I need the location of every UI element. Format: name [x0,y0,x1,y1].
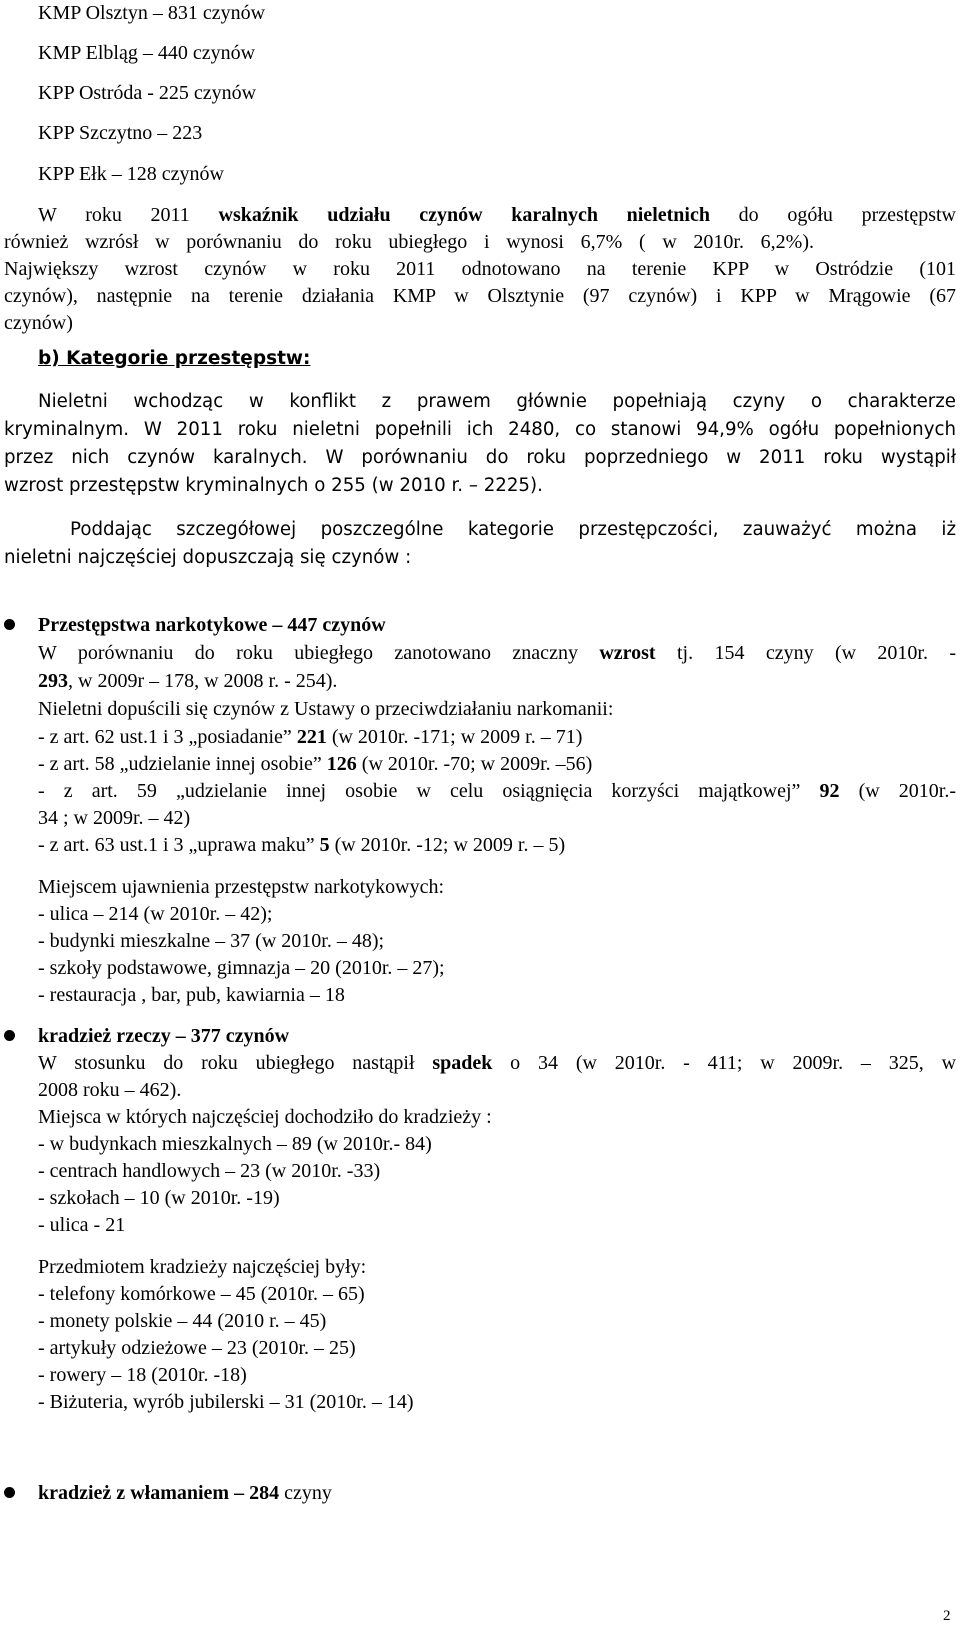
unit-elblag: KMP Elbląg – 440 czynów [38,42,256,64]
share-line-4: czynów), następnie na terenie działania KMP w Olsztynie (97 czynów) i KPP w Mrągowie (67 [4,285,956,307]
list-item: - rowery – 18 (2010r. -18) [38,1364,247,1386]
theft-line-1: W stosunku do roku ubiegłego nastąpił spadek o 34 (w 2010r. - 411; w 2009r. – 325, w [38,1052,957,1074]
burglary-title: kradzież z włamaniem – 284 czyny [38,1482,332,1504]
list-item: - artykuły odzieżowe – 23 (2010r. – 25) [38,1337,356,1359]
crim-para-line-1: Nieletni wchodząc w konflikt z prawem głównie popełniają czyny o charakterze [38,391,956,412]
theft-items-title: Przedmiotem kradzieży najczęściej były: [38,1256,367,1278]
narcotics-art-58: - z art. 58 „udzielanie innej osobie” 126 (w 2010r. -70; w 2009r. –56) [38,753,593,775]
theft-places-title: Miejsca w których najczęściej dochodziło do kradzieży : [38,1106,492,1128]
bullet-icon [4,1487,15,1498]
page-number: 2 [943,1608,951,1624]
narcotics-art-59: - z art. 59 „udzielanie innej osobie w celu osiągnięcia korzyści majątkowej” 92 (w 2010r.- [38,780,956,802]
narcotics-places-title: Miejscem ujawnienia przestępstw narkotykowych: [38,876,444,898]
narcotics-line-3: Nieletni dopuścili się czynów z Ustawy o przeciwdziałaniu narkomanii: [38,698,614,720]
bullet-icon [4,619,15,630]
narcotics-line-2: 293, w 2009r – 178, w 2008 r. - 254). [38,670,338,692]
narcotics-art-63: - z art. 63 ust.1 i 3 „uprawa maku” 5 (w 2010r. -12; w 2009 r. – 5) [38,834,566,856]
list-item: - szkołach – 10 (w 2010r. -19) [38,1187,280,1209]
list-item: - telefony komórkowe – 45 (2010r. – 65) [38,1283,365,1305]
theft-line-2: 2008 roku – 462). [38,1079,182,1101]
share-line-3: Największy wzrost czynów w roku 2011 odnotowano na terenie KPP w Ostródzie (101 [4,258,956,280]
crim-para-line-4: wzrost przestępstw kryminalnych o 255 (w 2010 r. – 2225). [4,475,543,496]
unit-elk: KPP Ełk – 128 czynów [38,163,224,185]
list-item: - restauracja , bar, pub, kawiarnia – 18 [38,984,345,1006]
list-item: - centrach handlowych – 23 (w 2010r. -33) [38,1160,381,1182]
list-item: - szkoły podstawowe, gimnazja – 20 (2010r. – 27); [38,957,445,979]
list-item: - w budynkach mieszkalnych – 89 (w 2010r.- 84) [38,1133,432,1155]
share-line-2: również wzrósł w porównaniu do roku ubiegłego i wynosi 6,7% ( w 2010r. 6,2%). [4,231,814,253]
unit-ostroda: KPP Ostróda - 225 czynów [38,82,257,104]
bullet-icon [4,1030,15,1041]
section-heading: b) Kategorie przestępstw: [38,348,311,369]
list-item: - Biżuteria, wyrób jubilerski – 31 (2010r. – 14) [38,1391,414,1413]
list-item: - ulica – 214 (w 2010r. – 42); [38,903,273,925]
narcotics-title: Przestępstwa narkotykowe – 447 czynów [38,614,386,636]
narcotics-line-1: W porównaniu do roku ubiegłego zanotowano znaczny wzrost tj. 154 czyny (w 2010r. - [38,642,957,664]
categories-intro-line-1: Poddając szczegółowej poszczególne kategorie przestępczości, zauważyć można iż [70,519,956,540]
crim-para-line-2: kryminalnym. W 2011 roku nieletni popełnili ich 2480, co stanowi 94,9% ogółu popełnionych [4,419,956,440]
list-item: - budynki mieszkalne – 37 (w 2010r. – 48); [38,930,385,952]
categories-intro-line-2: nieletni najczęściej dopuszczają się czynów : [4,547,412,568]
share-line-1: W roku 2011 wskaźnik udziału czynów karalnych nieletnich do ogółu przestępstw [38,204,956,226]
narcotics-art-59-cont: 34 ; w 2009r. – 42) [38,807,191,829]
list-item: - ulica - 21 [38,1214,126,1236]
narcotics-art-62: - z art. 62 ust.1 i 3 „posiadanie” 221 (w 2010r. -171; w 2009 r. – 71) [38,726,583,748]
share-line-5: czynów) [4,312,73,334]
unit-olsztyn: KMP Olsztyn – 831 czynów [38,2,266,24]
crim-para-line-3: przez nich czynów karalnych. W porównaniu do roku poprzedniego w 2011 roku wystąpił [4,447,956,468]
list-item: - monety polskie – 44 (2010 r. – 45) [38,1310,327,1332]
theft-title: kradzież rzeczy – 377 czynów [38,1025,290,1047]
unit-szczytno: KPP Szczytno – 223 [38,122,203,144]
